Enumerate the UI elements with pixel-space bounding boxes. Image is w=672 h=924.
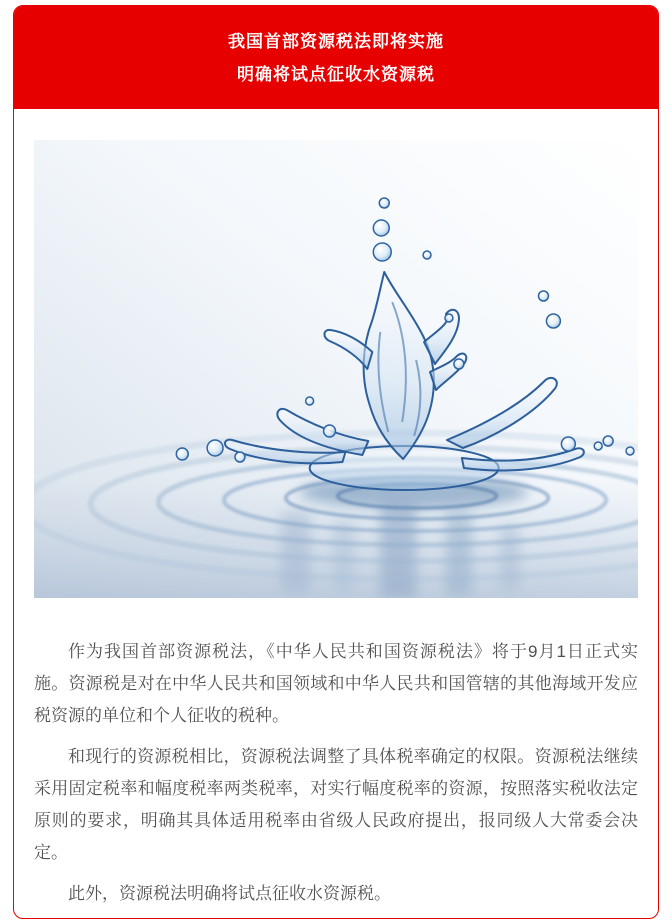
paragraph-3: 此外，资源税法明确将试点征收水资源税。 [68, 884, 391, 903]
title-line-2: 明确将试点征收水资源税 [237, 64, 435, 84]
paragraph-1: 作为我国首部资源税法，《中华人民共和国资源税法》将于9月1日正式实施。资源税是对在中华人民共和国领域和中华人民共和国管辖的其他海域开发应税资源的单位和个人征收的税种。 [34, 642, 638, 725]
article-title-banner [14, 6, 658, 109]
article-body [34, 636, 638, 910]
water-splash-illustration [34, 140, 638, 598]
article-card [13, 5, 659, 919]
title-line-1: 我国首部资源税法即将实施 [228, 31, 444, 51]
hero-water-splash-image [34, 140, 638, 598]
article-title [228, 25, 444, 91]
paragraph-2: 和现行的资源税相比，资源税法调整了具体税率确定的权限。资源税法继续采用固定税率和幅度税率两类税率，对实行幅度税率的资源，按照落实税收法定原则的要求，明确其具体适用税率由省级人民政府提出，报同级人大常委会决定。 [34, 747, 638, 862]
